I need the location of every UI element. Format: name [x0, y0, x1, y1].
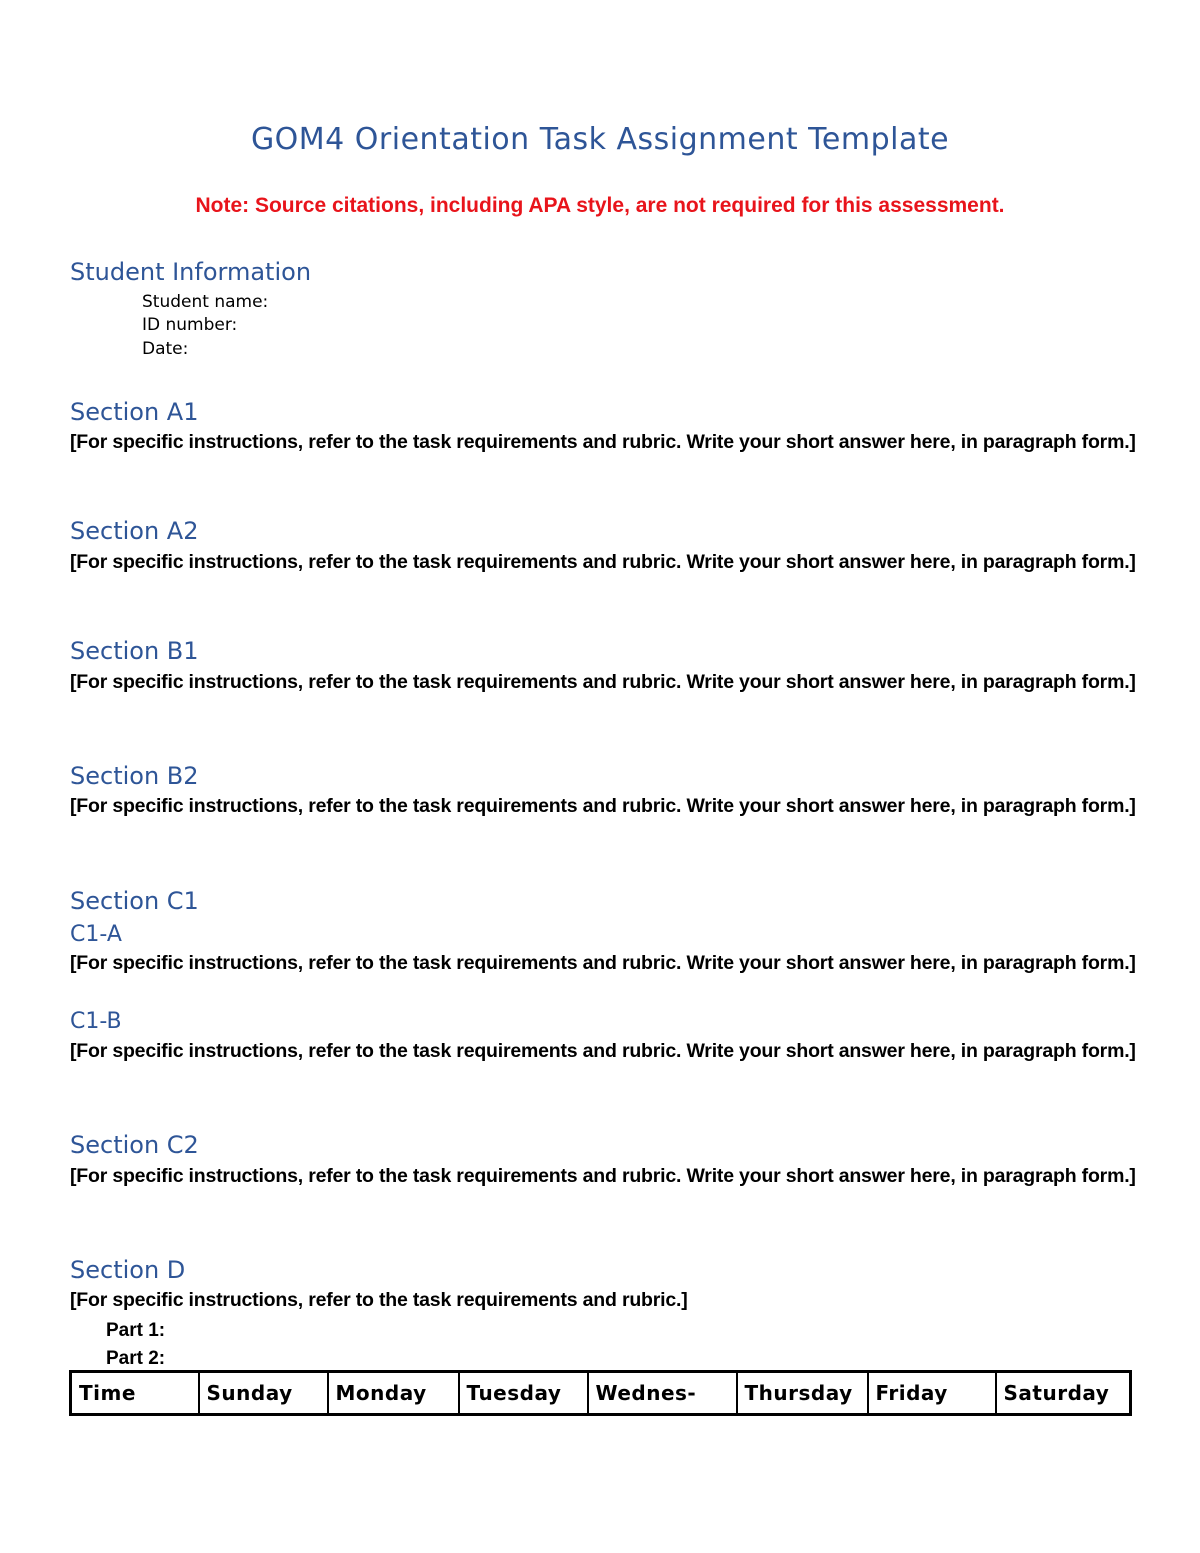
section-b1-heading: Section B1	[70, 637, 199, 665]
section-a1-heading: Section A1	[70, 398, 199, 426]
section-a1-text: [For specific instructions, refer to the task requirements and rubric. Write your short answer here, in paragraph form.]	[70, 431, 1136, 453]
id-number-label: ID number:	[142, 315, 238, 335]
weekly-schedule-table	[69, 1370, 1132, 1416]
section-c1a-text: [For specific instructions, refer to the task requirements and rubric. Write your short answer here, in paragraph form.]	[70, 952, 1136, 974]
section-c2-text: [For specific instructions, refer to the task requirements and rubric. Write your short answer here, in paragraph form.]	[70, 1165, 1136, 1187]
section-a2-text: [For specific instructions, refer to the task requirements and rubric. Write your short answer here, in paragraph form.]	[70, 551, 1136, 573]
table-header-cell: Thursday	[737, 1372, 868, 1415]
note-text: Note: Source citations, including APA style, are not required for this assessment.	[195, 194, 1005, 217]
date-label: Date:	[142, 339, 189, 359]
section-c1b-heading: C1-B	[70, 1009, 122, 1034]
document-title: GOM4 Orientation Task Assignment Template	[250, 122, 950, 157]
table-header-cell: Saturday	[996, 1372, 1131, 1415]
table-header-cell: Monday	[328, 1372, 459, 1415]
table-header-cell: Wednes-	[588, 1372, 737, 1415]
section-d-text: [For specific instructions, refer to the task requirements and rubric.]	[70, 1289, 688, 1311]
part-1-label: Part 1:	[106, 1320, 166, 1341]
section-c1a-heading: C1-A	[70, 922, 122, 947]
table-header-cell: Tuesday	[459, 1372, 588, 1415]
section-d-heading: Section D	[70, 1256, 186, 1284]
table-header-cell: Sunday	[199, 1372, 328, 1415]
table-header-row	[71, 1372, 1131, 1415]
section-c1-heading: Section C1	[70, 887, 199, 915]
student-name-label: Student name:	[142, 292, 269, 312]
section-b2-text: [For specific instructions, refer to the task requirements and rubric. Write your short answer here, in paragraph form.]	[70, 795, 1136, 817]
section-b1-text: [For specific instructions, refer to the task requirements and rubric. Write your short answer here, in paragraph form.]	[70, 671, 1136, 693]
table-header-cell: Friday	[868, 1372, 996, 1415]
section-b2-heading: Section B2	[70, 762, 199, 790]
section-a2-heading: Section A2	[70, 517, 199, 545]
section-c1b-text: [For specific instructions, refer to the task requirements and rubric. Write your short answer here, in paragraph form.]	[70, 1040, 1136, 1062]
student-info-heading: Student Information	[70, 258, 312, 286]
table-header-cell: Time	[71, 1372, 199, 1415]
part-2-label: Part 2:	[106, 1348, 166, 1369]
section-c2-heading: Section C2	[70, 1131, 199, 1159]
